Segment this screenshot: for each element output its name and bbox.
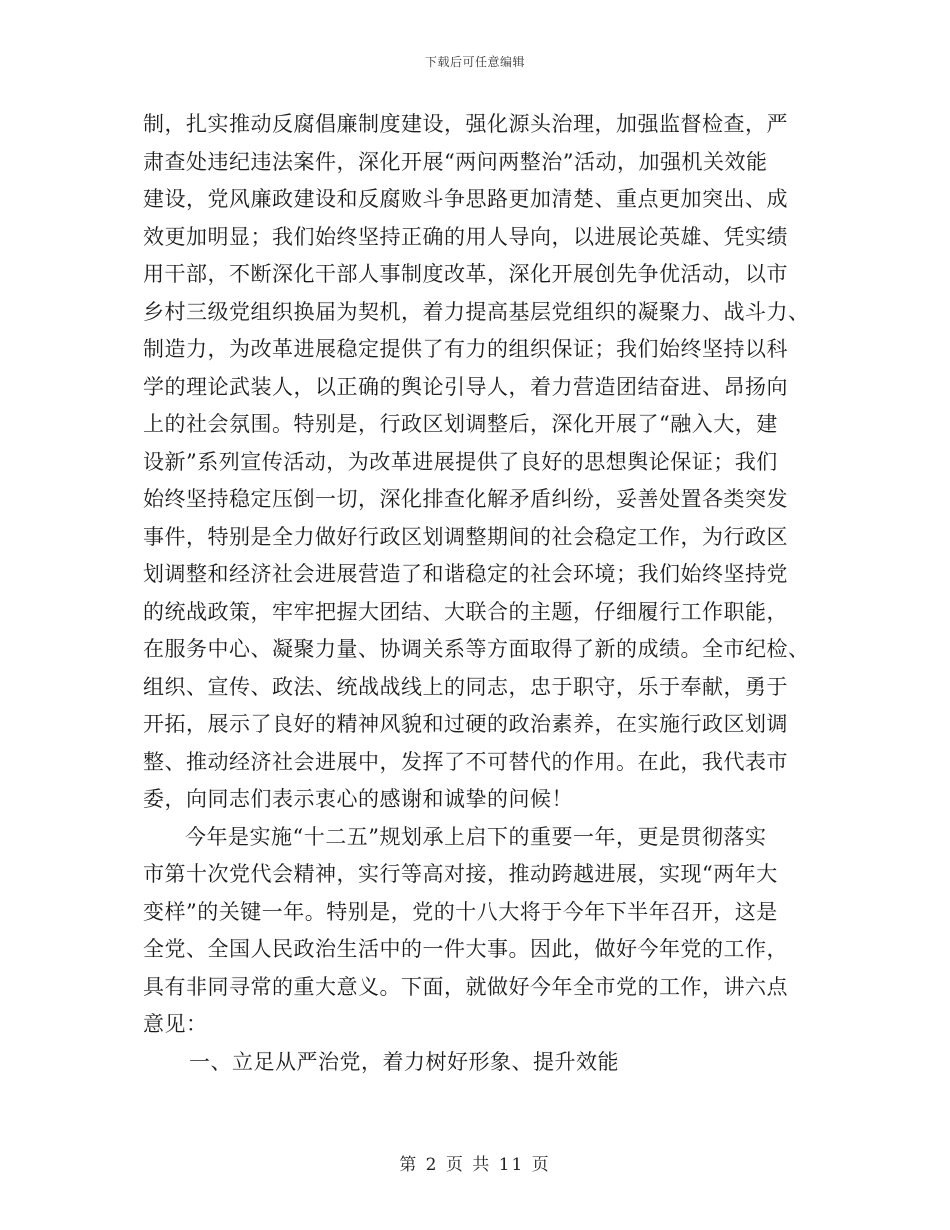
body-line: 具有非同寻常的重大意义。下面，就做好今年全市党的工作，讲六点 — [143, 974, 788, 999]
body-line: 制，扎实推动反腐倡廉制度建设，强化源头治理，加强监督检查，严 — [143, 112, 788, 136]
body-line: 用干部，不断深化干部人事制度改革，深化开展创先争优活动，以市 — [143, 262, 788, 286]
body-line: 开拓，展示了良好的精神风貌和过硬的政治素养，在实施行政区划调 — [143, 712, 788, 736]
page-number: 第 2 页 共 11 页 — [399, 1155, 551, 1175]
section-heading: 一、立足从严治党，着力树好形象、提升效能 — [189, 1049, 619, 1074]
paragraph-first-line: 今年是实施“十二五”规划承上启下的重要一年，更是贯彻落实 — [185, 824, 767, 849]
body-line: 始终坚持稳定压倒一切，深化排查化解矛盾纠纷，妥善处置各类突发 — [143, 487, 788, 511]
body-line: 设新”系列宣传活动，为改革进展提供了良好的思想舆论保证；我们 — [143, 449, 778, 474]
body-line: 变样”的关键一年。特别是，党的十八大将于今年下半年召开，这是 — [143, 899, 778, 924]
body-line: 制造力，为改革进展稳定提供了有力的组织保证；我们始终坚持以科 — [143, 337, 788, 361]
body-line: 学的理论武装人，以正确的舆论引导人，着力营造团结奋进、昂扬向 — [143, 374, 788, 399]
body-line: 委，向同志们表示衷心的感谢和诚挚的问候！ — [143, 787, 573, 811]
body-line: 效更加明显；我们始终坚持正确的用人导向，以进展论英雄、凭实绩 — [143, 224, 788, 249]
body-line: 组织、宣传、政法、统战战线上的同志，忠于职守，乐于奉献，勇于 — [143, 674, 788, 699]
document-body — [143, 106, 811, 1081]
body-line: 上的社会氛围。特别是，行政区划调整后，深化开展了“融入大，建 — [143, 412, 778, 436]
body-line: 全党、全国人民政治生活中的一件大事。因此，做好今年党的工作， — [143, 937, 788, 961]
body-line: 整、推动经济社会进展中，发挥了不可替代的作用。在此，我代表市 — [143, 749, 788, 774]
body-line: 意见： — [143, 1012, 208, 1036]
body-line: 划调整和经济社会进展营造了和谐稳定的社会环境；我们始终坚持党 — [143, 562, 788, 586]
page-header-note: 下载后可任意编辑 — [424, 55, 525, 69]
body-line: 在服务中心、凝聚力量、协调关系等方面取得了新的成绩。全市纪检、 — [143, 637, 810, 661]
body-line: 的统战政策，牢牢把握大团结、大联合的主题，仔细履行工作职能， — [143, 599, 788, 624]
body-line: 事件，特别是全力做好行政区划调整期间的社会稳定工作，为行政区 — [143, 524, 788, 549]
body-line: 市第十次党代会精神，实行等高对接，推动跨越进展，实现“两年大 — [143, 862, 778, 886]
body-line: 乡村三级党组织换届为契机，着力提高基层党组织的凝聚力、战斗力、 — [143, 299, 810, 324]
body-line: 建设，党风廉政建设和反腐败斗争思路更加清楚、重点更加突出、成 — [143, 187, 788, 211]
body-line: 肃查处违纪违法案件，深化开展“两问两整治”活动，加强机关效能 — [143, 149, 768, 174]
